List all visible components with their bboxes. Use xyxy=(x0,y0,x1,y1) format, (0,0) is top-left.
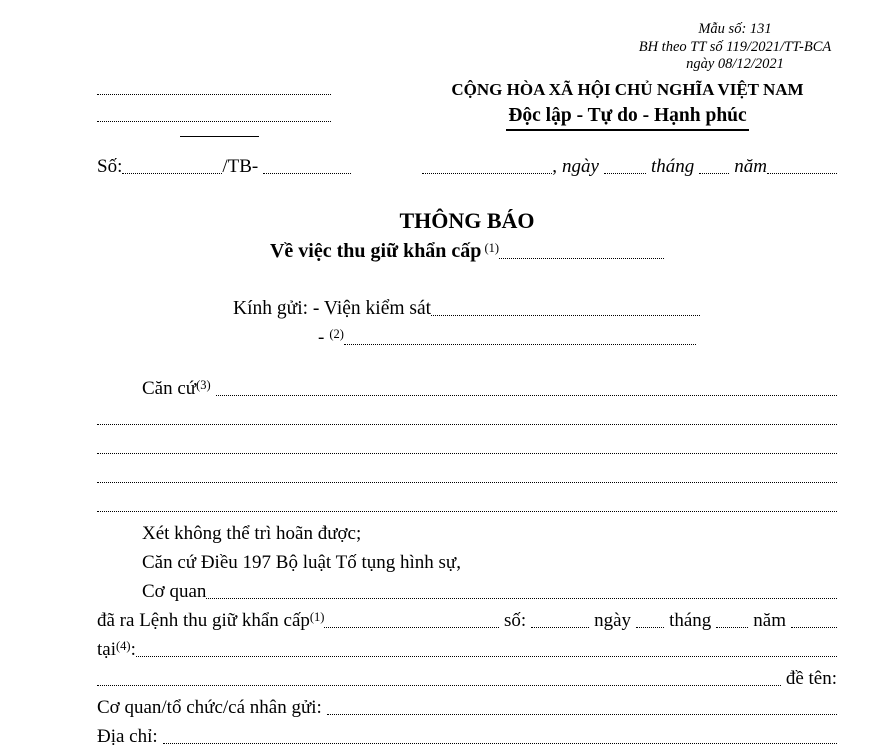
recipient-dash: - xyxy=(318,327,325,348)
recipient-row-2 xyxy=(318,323,696,352)
location-row xyxy=(97,635,837,664)
agency-label: Cơ quan xyxy=(142,581,207,602)
order-day-label: ngày xyxy=(594,610,632,631)
blank-field-4 xyxy=(97,511,837,512)
order-year-field xyxy=(791,627,837,628)
subject-field xyxy=(499,258,664,259)
legal-basis-statement: Căn cứ Điều 197 Bộ luật Tố tụng hình sự, xyxy=(142,552,461,573)
order-year-label: năm xyxy=(753,610,786,631)
comma: , xyxy=(552,156,558,177)
named-label: đề tên: xyxy=(785,668,837,689)
month-label: tháng xyxy=(650,156,695,177)
footnote-ref-1: (1) xyxy=(484,241,500,255)
named-field xyxy=(97,685,781,686)
national-header xyxy=(415,79,840,131)
footnote-ref-1b: (1) xyxy=(309,610,325,624)
order-number-field xyxy=(531,627,589,628)
location-field xyxy=(136,656,837,657)
reference-date-row xyxy=(97,152,837,181)
blank-field-3 xyxy=(97,482,837,483)
blank-line xyxy=(97,432,837,461)
blank-line xyxy=(97,403,837,432)
named-row xyxy=(97,664,837,693)
basis-row xyxy=(97,374,837,403)
footnote-ref-4: (4) xyxy=(116,639,131,653)
address-row xyxy=(97,722,837,750)
urgency-row xyxy=(97,519,837,548)
blank-line xyxy=(97,490,837,519)
form-issue-date: ngày 08/12/2021 xyxy=(686,56,784,72)
form-meta-block xyxy=(610,21,860,74)
place-field xyxy=(422,173,552,174)
document-subject-row xyxy=(97,237,837,266)
form-number: Mẫu số: 131 xyxy=(698,21,772,37)
order-row xyxy=(97,606,837,635)
header-divider xyxy=(180,136,259,137)
recipient-field-2 xyxy=(344,344,696,345)
recipient-label: Kính gửi: - Viện kiểm sát xyxy=(233,298,432,319)
year-field xyxy=(767,173,837,174)
blank-field-2 xyxy=(97,453,837,454)
address-label: Địa chỉ: xyxy=(97,726,158,747)
footnote-ref-3: (3) xyxy=(196,378,211,392)
document-subject: Về việc thu giữ khẩn cấp xyxy=(269,240,482,262)
sender-field xyxy=(327,714,837,715)
location-colon: : xyxy=(130,639,136,660)
spacer xyxy=(351,152,422,181)
order-name-field xyxy=(324,627,498,628)
address-field xyxy=(163,743,837,744)
issuing-authority-field-1 xyxy=(97,94,331,95)
order-label: đã ra Lệnh thu giữ khẩn cấp xyxy=(97,610,310,631)
order-number-label: số: xyxy=(503,610,527,631)
order-day-field xyxy=(636,627,664,628)
sender-row xyxy=(97,693,837,722)
issuing-authority-field-2 xyxy=(97,121,331,122)
location-label: tại xyxy=(97,639,116,660)
day-label: ngày xyxy=(562,156,599,177)
doc-unit-field xyxy=(263,173,351,174)
national-motto: Độc lập - Tự do - Hạnh phúc xyxy=(506,104,748,131)
doc-number-suffix: /TB- xyxy=(222,156,259,177)
doc-number-label: Số: xyxy=(97,156,123,177)
national-title: CỘNG HÒA XÃ HỘI CHỦ NGHĨA VIỆT NAM xyxy=(451,80,804,99)
basis-field xyxy=(216,395,837,396)
order-month-label: tháng xyxy=(669,610,712,631)
recipient-row-1 xyxy=(233,294,700,323)
document-title: THÔNG BÁO xyxy=(399,208,535,233)
form-circular-reference: BH theo TT số 119/2021/TT-BCA xyxy=(638,38,832,55)
sender-label: Cơ quan/tổ chức/cá nhân gửi: xyxy=(97,697,322,718)
order-month-field xyxy=(716,627,748,628)
legal-basis-row xyxy=(97,548,837,577)
urgency-statement: Xét không thể trì hoãn được; xyxy=(142,523,362,544)
blank-line xyxy=(97,461,837,490)
footnote-ref-2: (2) xyxy=(329,327,344,341)
document-body xyxy=(97,374,837,750)
month-field xyxy=(699,173,729,174)
agency-field xyxy=(206,598,837,599)
agency-row xyxy=(97,577,837,606)
doc-number-field xyxy=(122,173,222,174)
day-field xyxy=(604,173,646,174)
basis-label: Căn cứ xyxy=(142,378,197,399)
blank-field-1 xyxy=(97,424,837,425)
recipient-field-1 xyxy=(431,315,700,316)
year-label: năm xyxy=(734,156,767,177)
